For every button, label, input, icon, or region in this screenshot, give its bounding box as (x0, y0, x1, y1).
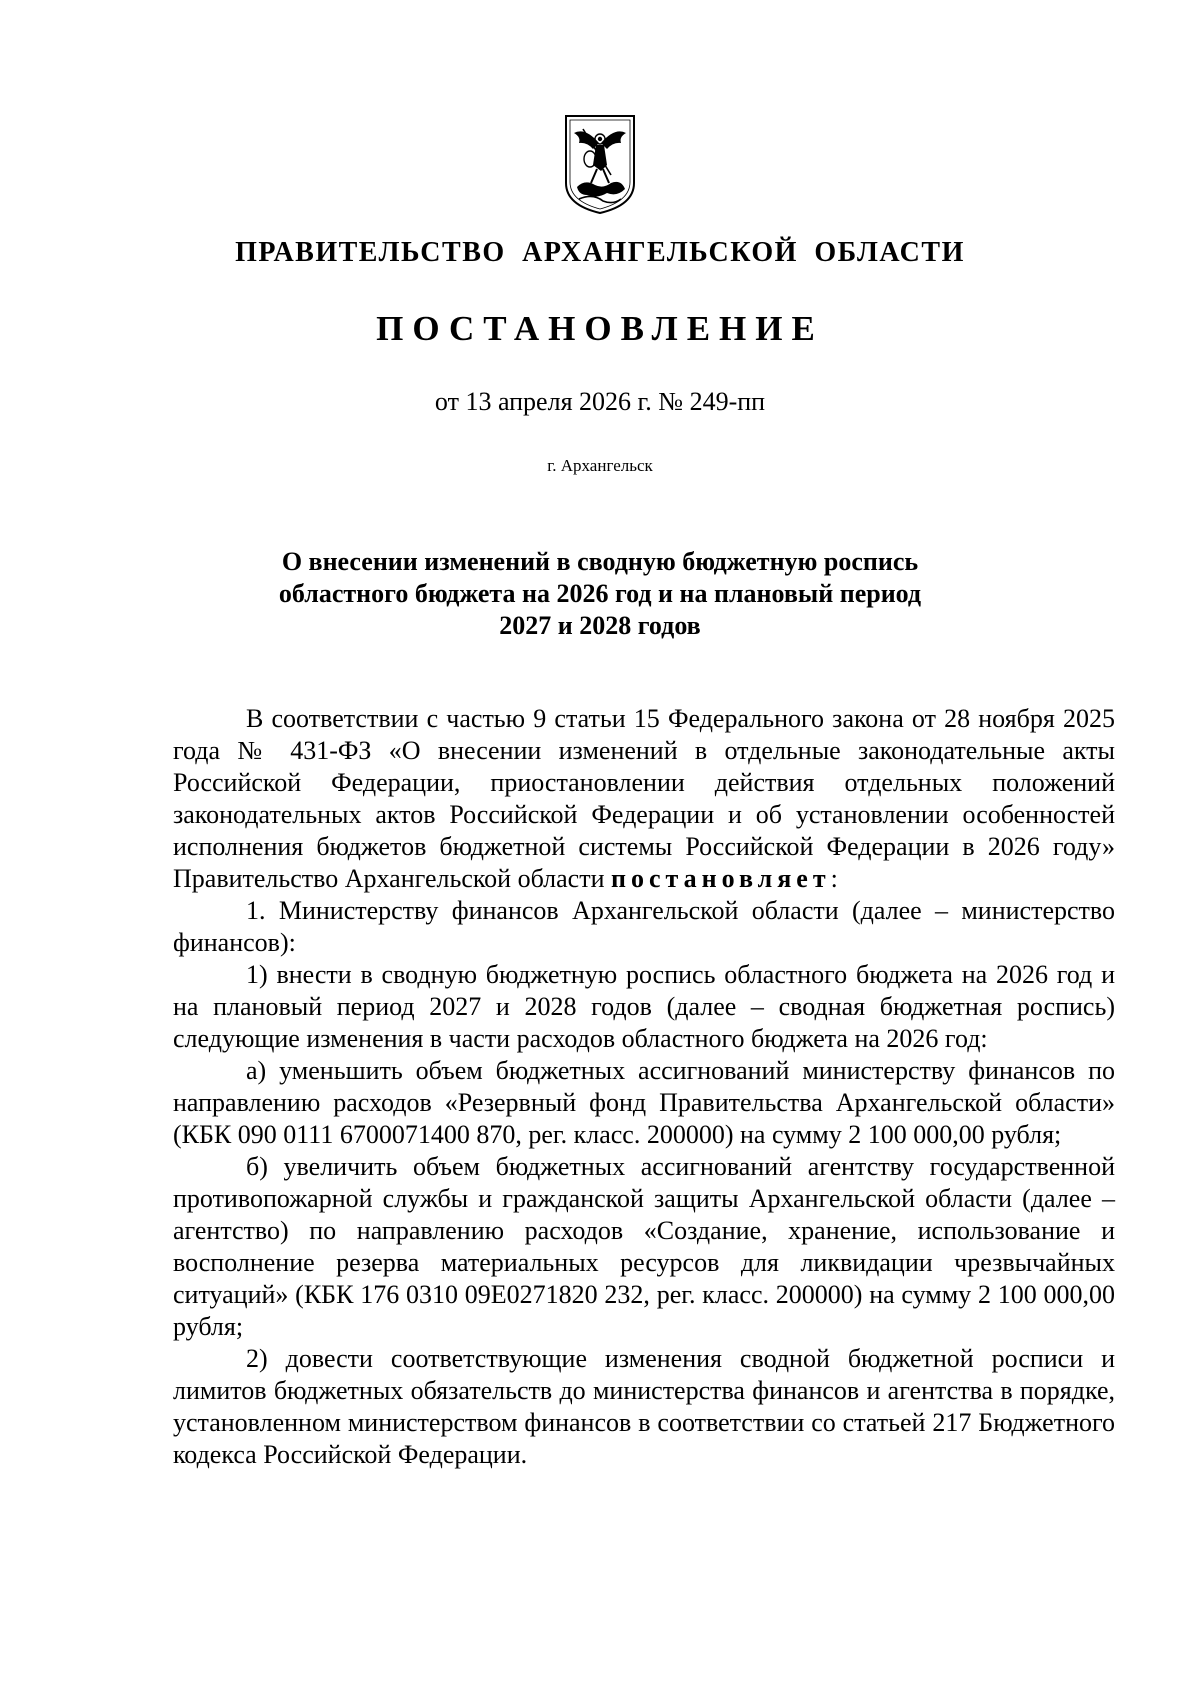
subject-line: О внесении изменений в сводную бюджетную роспись (281, 547, 919, 576)
subject-line: областного бюджета на 2026 год и на плановый период (278, 579, 922, 608)
document-body (173, 703, 1115, 1471)
document-city: г. Архангельск (547, 456, 653, 475)
document-date-number: от 13 апреля 2026 г. № 249-пп (434, 387, 766, 416)
body-paragraph: а) уменьшить объем бюджетных ассигнований министерству финансов по направлению расходов «Резервный фонд Правительства Архангельской области» (КБК 090 0111 6700071400 870, рег. класс. 200000) на сумму 2 100 000,00 рубля; (173, 1056, 1115, 1149)
document-subject (0, 546, 1200, 642)
body-paragraph: б) увеличить объем бюджетных ассигнований агентству государственной противопожарной службы и гражданской защиты Архангельской области (далее – агентство) по направлению расходов «Создание, хранение, использование и восполнение резерва материальных ресурсов для ликвидации чрезвычайных ситуаций» (КБК 176 0310 09Е0271820 232, рег. класс. 200000) на сумму 2 100 000,00 рубля; (173, 1152, 1115, 1341)
decree-word: постановляет (611, 864, 831, 893)
body-paragraph: 2) довести соответствующие изменения сводной бюджетной росписи и лимитов бюджетных обязательств до министерства финансов и агентства в порядке, установленном министерством финансов в соответствии со статьей 217 Бюджетного кодекса Российской Федерации. (173, 1344, 1115, 1469)
body-paragraph: 1) внести в сводную бюджетную роспись областного бюджета на 2026 год и на плановый период 2027 и 2028 годов (далее – сводная бюджетная роспись) следующие изменения в части расходов областного бюджета на 2026 год: (173, 960, 1115, 1053)
subject-line: 2027 и 2028 годов (499, 611, 701, 640)
decree-colon: : (830, 864, 838, 893)
organization-title: ПРАВИТЕЛЬСТВО АРХАНГЕЛЬСКОЙ ОБЛАСТИ (235, 237, 965, 268)
body-paragraph: 1. Министерству финансов Архангельской области (далее – министерство финансов): (173, 896, 1115, 957)
preamble-text: В соответствии с частью 9 статьи 15 Федерального закона от 28 ноября 2025 года № 431-ФЗ «О внесении изменений в отдельные законодательные акты Российской Федерации, приостановлении действия отдельных положений законодательных актов Российской Федерации и об установлении особенностей исполнения бюджетов бюджетной системы Российской Федерации в 2026 году» Правительство Архангельской области (173, 704, 1115, 893)
preamble-paragraph (173, 703, 1115, 895)
coat-of-arms-icon (563, 113, 637, 215)
document-type-title: ПОСТАНОВЛЕНИЕ (376, 309, 824, 348)
